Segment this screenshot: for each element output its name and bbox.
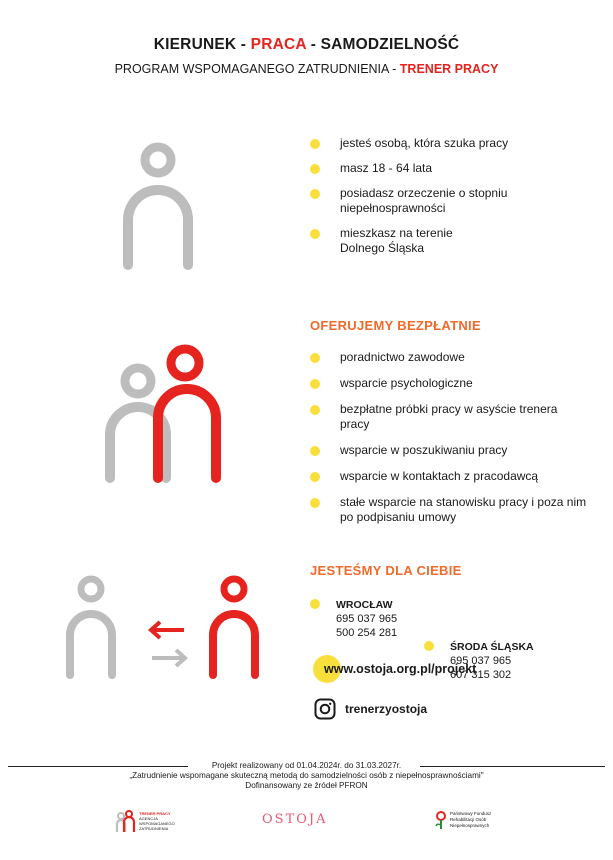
- phone-number[interactable]: 500 254 281: [336, 627, 398, 639]
- agency-logo-text: WSPOMAGANEGO: [139, 821, 175, 826]
- subtitle-part-1: PROGRAM WSPOMAGANEGO ZATRUDNIENIA -: [114, 62, 397, 76]
- city-name: ŚRODA ŚLĄSKA: [450, 641, 534, 653]
- footer-line: „Zatrudnienie wspomagane skuteczną metodą do samodzielności osób z niepełnosprawnościami": [129, 771, 484, 780]
- page-subtitle: [0, 62, 613, 76]
- requirements-list: [310, 136, 580, 256]
- pfron-logo-text: Rehabilitacji Osób: [450, 817, 487, 822]
- title-part-3: - SAMODZIELNOŚĆ: [310, 36, 460, 53]
- agency-logo-text: TRENER PRACY: [139, 811, 171, 816]
- offer-heading: OFERUJEMY BEZPŁATNIE: [310, 318, 481, 333]
- pfron-logo-icon: [434, 810, 448, 830]
- phone-number[interactable]: 607 315 302: [450, 669, 512, 681]
- single-person-icon: [118, 140, 198, 270]
- two-persons-icon: [100, 343, 230, 483]
- list-item: poradnictwo zawodowe: [310, 350, 590, 365]
- offer-list: [310, 350, 590, 525]
- phone-number[interactable]: 695 037 965: [336, 613, 398, 625]
- list-item: wsparcie w poszukiwaniu pracy: [310, 443, 590, 458]
- footer-line: Projekt realizowany od 01.04.2024r. do 31.03.2027r.: [211, 761, 402, 770]
- list-item: wsparcie w kontaktach z pracodawcą: [310, 469, 590, 484]
- website-link[interactable]: www.ostoja.org.pl/projekt: [324, 662, 477, 676]
- ostoja-logo: OSTOJA: [262, 812, 328, 827]
- footer-line: Dofinansowany ze źródeł PFRON: [245, 781, 368, 790]
- subtitle-part-2: TRENER PRACY: [399, 62, 499, 76]
- persons-exchange-icon: [60, 575, 260, 685]
- list-item: stałe wsparcie na stanowisku pracy i poza nim po podpisaniu umowy: [310, 495, 590, 525]
- city-name: WROCŁAW: [336, 599, 393, 611]
- agency-logo-text: AGENCJA: [139, 816, 158, 821]
- list-item: posiadasz orzeczenie o stopniu niepełnosprawności: [310, 186, 540, 216]
- pfron-logo-text: Niepełnosprawnych: [450, 823, 490, 828]
- list-item: masz 18 - 64 lata: [310, 161, 580, 176]
- list-item: jesteś osobą, która szuka pracy: [310, 136, 580, 151]
- footer-text: [60, 761, 553, 791]
- contact-heading: JESTEŚMY DLA CIEBIE: [310, 563, 462, 578]
- arrow-right-icon: [152, 650, 185, 666]
- title-part-2: PRACA: [250, 36, 307, 53]
- pfron-logo-text: Państwowy Fundusz: [450, 811, 492, 816]
- agency-logo-icon: [115, 810, 137, 834]
- list-item: bezpłatne próbki pracy w asyście trenera pracy: [310, 402, 580, 432]
- list-item: wsparcie psychologiczne: [310, 376, 590, 391]
- list-item: mieszkasz na terenie Dolnego Śląska: [310, 226, 480, 256]
- instagram-icon[interactable]: [314, 698, 336, 720]
- contact-wroclaw: [310, 598, 613, 640]
- page-title: [0, 36, 613, 54]
- instagram-handle[interactable]: trenerzyostoja: [345, 702, 428, 716]
- agency-logo-text: ZATRUDNIENIA: [139, 826, 169, 831]
- title-part-1: KIERUNEK -: [153, 36, 247, 53]
- phone-number[interactable]: 695 037 965: [450, 655, 512, 667]
- arrow-left-icon: [151, 622, 184, 638]
